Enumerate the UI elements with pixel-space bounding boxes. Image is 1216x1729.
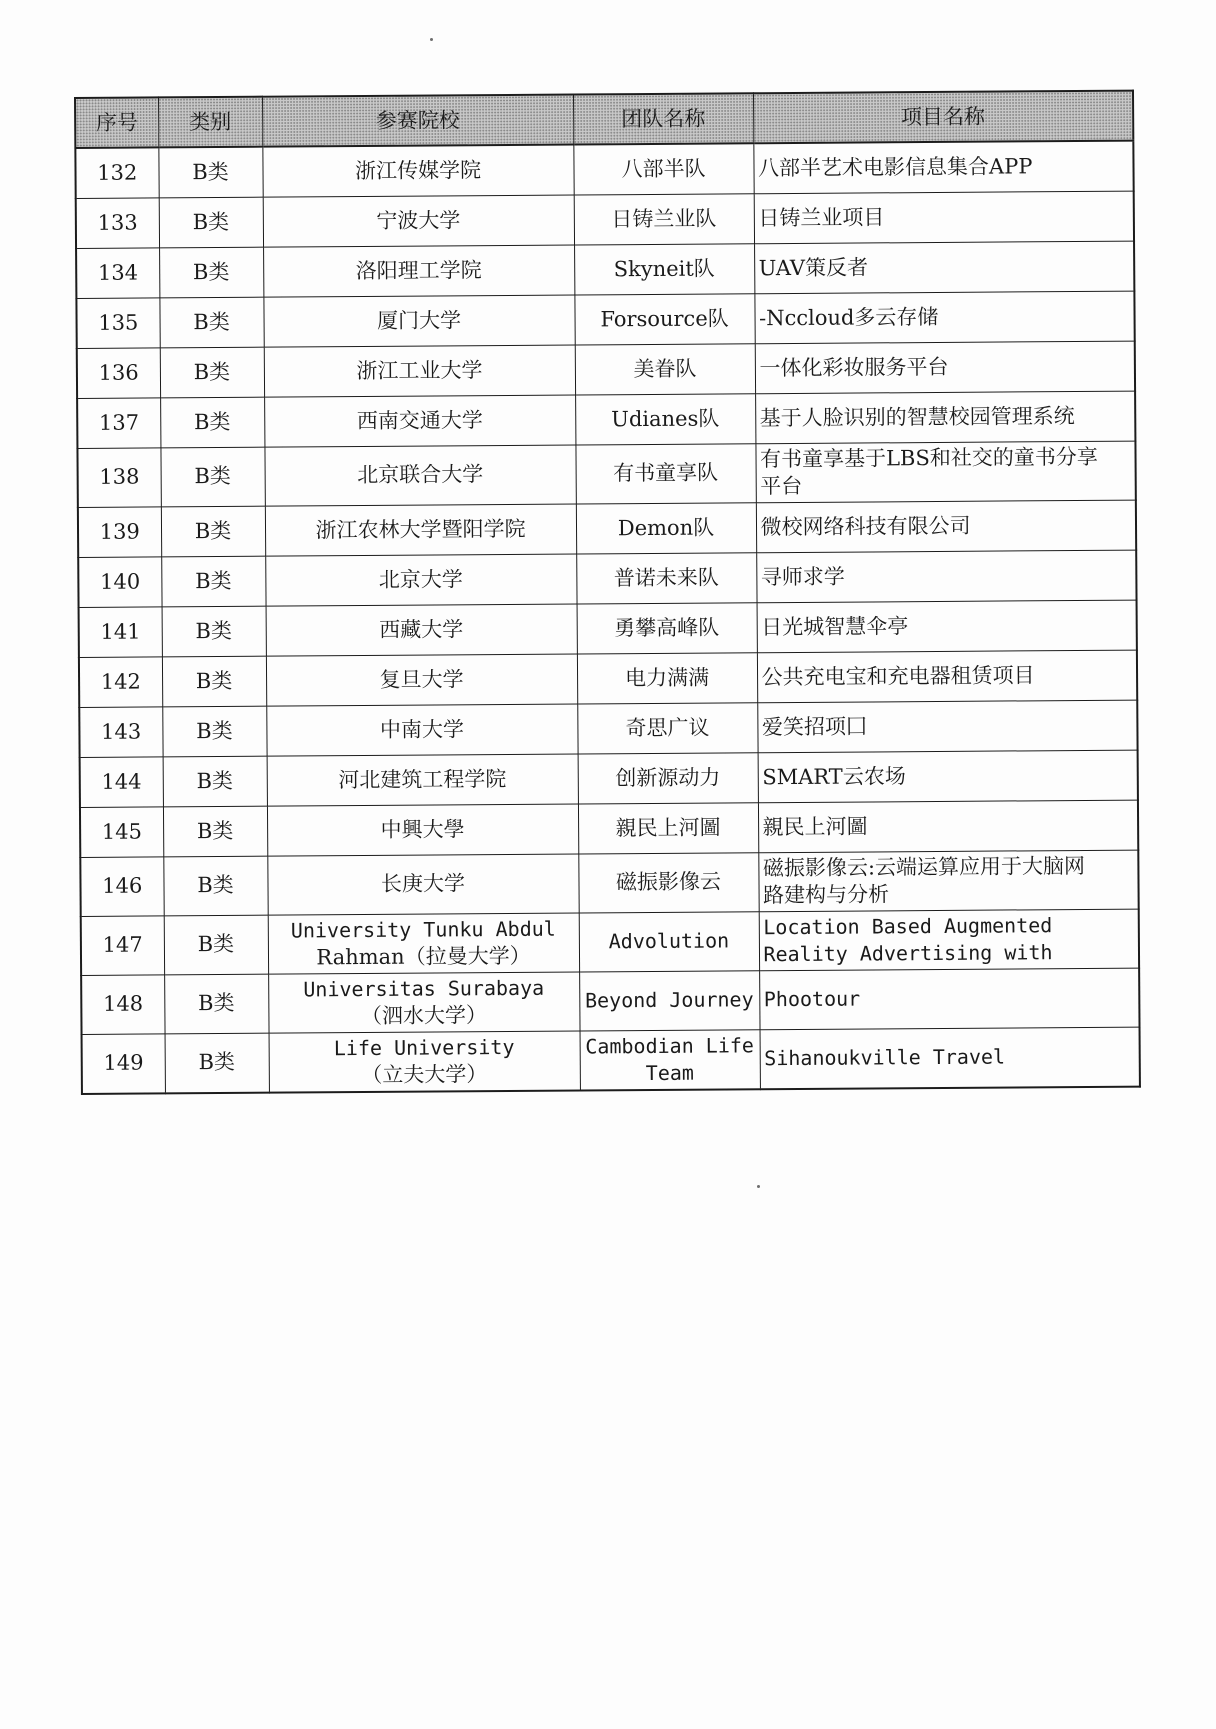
cell-category: B类 — [163, 756, 267, 807]
table-row — [76, 241, 1134, 298]
cell-school-line: 河北建筑工程学院 — [338, 766, 507, 792]
cell-project-name — [757, 600, 1137, 653]
table-row — [79, 650, 1137, 707]
cell-category: B类 — [162, 656, 266, 707]
table-row — [81, 909, 1139, 975]
cell-project-name-line: Phootour — [763, 986, 861, 1012]
cell-team-name-line: Udianes队 — [611, 406, 720, 431]
cell-project-name-line: 微校网络科技有限公司 — [760, 513, 971, 539]
cell-category: B类 — [161, 506, 265, 557]
cell-serial-no: 149 — [82, 1033, 165, 1093]
cell-serial-no: 133 — [76, 197, 159, 248]
cell-project-name-line: 寻师求学 — [760, 564, 845, 589]
cell-serial-no: 147 — [81, 915, 164, 975]
cell-category: B类 — [160, 447, 264, 507]
header-serial-no: 序号 — [75, 97, 158, 148]
cell-project-name — [756, 500, 1136, 553]
cell-project-name — [757, 650, 1137, 703]
cell-school — [262, 145, 573, 197]
table-header — [75, 91, 1133, 148]
cell-team-name — [575, 343, 755, 394]
cell-project-name-line: 有书童享基于LBS和社交的童书分享 — [759, 444, 1098, 471]
roster-table — [74, 90, 1141, 1095]
cell-school-line: 浙江农林大学暨阳学院 — [315, 516, 526, 542]
cell-project-name-line: Sihanoukville Travel — [764, 1044, 1006, 1071]
cell-school-line: 长庚大学 — [380, 871, 466, 896]
header-category: 类别 — [158, 97, 262, 148]
table-row — [76, 291, 1134, 348]
cell-school-line: 浙江工业大学 — [356, 357, 483, 383]
cell-team-name-line: 创新源动力 — [615, 765, 721, 790]
cell-team-name-line: 有书童享队 — [613, 460, 719, 486]
header-row — [75, 91, 1133, 148]
cell-project-name — [757, 700, 1137, 753]
cell-project-name-line: UAV策反者 — [758, 254, 869, 280]
cell-school — [269, 1030, 580, 1092]
cell-team-name-line: 美眷队 — [633, 356, 697, 381]
cell-team-name — [576, 552, 756, 603]
cell-category: B类 — [161, 556, 265, 607]
cell-school-line: 西南交通大学 — [356, 407, 483, 433]
table-row — [78, 550, 1136, 607]
cell-project-name-line: 路建构与分析 — [763, 881, 890, 907]
cell-project-name-line: 親民上河圖 — [762, 813, 868, 839]
cell-school — [267, 754, 578, 806]
cell-team-name — [576, 502, 756, 553]
cell-school-line: 西藏大学 — [379, 616, 464, 642]
cell-school — [267, 803, 578, 855]
cell-project-name — [758, 800, 1138, 853]
cell-team-name — [579, 970, 759, 1030]
cell-team-name-line: 磁振影像云 — [615, 869, 722, 895]
cell-school-line: 中興大學 — [380, 816, 465, 842]
cell-school — [268, 912, 579, 973]
cell-team-name-line: Team — [645, 1060, 694, 1085]
cell-project-name — [755, 391, 1135, 444]
cell-category: B类 — [162, 706, 266, 757]
table-row — [79, 600, 1137, 657]
scan-speck — [430, 38, 433, 41]
cell-project-name-line: -Nccloud多云存储 — [758, 304, 939, 330]
table-body — [75, 141, 1140, 1094]
cell-category: B类 — [162, 606, 266, 657]
cell-school-line: 宁波大学 — [376, 207, 461, 233]
table-row — [81, 968, 1139, 1034]
cell-project-name-line: Location Based Augmented — [763, 912, 1053, 939]
cell-serial-no: 136 — [77, 347, 160, 398]
cell-school — [266, 704, 577, 756]
cell-school — [263, 295, 574, 347]
cell-school-line: 中南大学 — [379, 716, 465, 742]
cell-category: B类 — [163, 856, 267, 916]
cell-project-name-line: 磁振影像云:云端运算应用于大脑网 — [762, 853, 1086, 880]
header-team-name: 团队名称 — [573, 93, 753, 144]
cell-school-line: Rahman（拉曼大学） — [316, 943, 531, 969]
cell-category: B类 — [164, 974, 268, 1034]
cell-project-name-line: SMART云农场 — [762, 763, 906, 789]
table-row — [76, 191, 1134, 248]
cell-school-line: 浙江传媒学院 — [354, 157, 482, 183]
cell-serial-no: 137 — [77, 397, 160, 448]
cell-project-name-line: 平台 — [760, 473, 803, 498]
table-row — [78, 500, 1136, 557]
cell-project-name — [754, 191, 1134, 244]
table-row — [77, 341, 1135, 398]
cell-project-name — [753, 141, 1133, 194]
cell-team-name-line: 親民上河圖 — [615, 815, 721, 840]
cell-project-name-line: 日光城智慧伞亭 — [761, 613, 909, 639]
cell-team-name — [578, 752, 758, 803]
cell-project-name — [758, 850, 1138, 912]
cell-project-name-line: 一体化彩妆服务平台 — [759, 354, 949, 380]
cell-school-line: 北京大学 — [378, 566, 463, 592]
cell-serial-no: 135 — [76, 297, 159, 348]
cell-serial-no: 144 — [80, 756, 163, 807]
cell-school — [267, 853, 578, 914]
cell-team-name — [577, 702, 757, 753]
cell-project-name-line: 公共充电宝和充电器租赁项目 — [761, 662, 1035, 689]
cell-serial-no: 139 — [78, 506, 161, 557]
cell-category: B类 — [165, 1033, 269, 1093]
cell-category: B类 — [164, 915, 268, 975]
cell-team-name-line: Forsource队 — [600, 305, 729, 331]
cell-team-name — [575, 393, 755, 444]
cell-school — [263, 195, 574, 247]
table-row — [77, 441, 1135, 507]
cell-project-name-line: 基于人脸识别的智慧校园管理系统 — [759, 403, 1075, 430]
cell-team-name — [575, 443, 755, 503]
cell-school-line: Universitas Surabaya — [303, 975, 545, 1001]
cell-project-name — [754, 241, 1134, 294]
cell-team-name — [578, 852, 758, 912]
cell-team-name — [579, 911, 759, 971]
cell-school-line: Life University — [333, 1034, 515, 1060]
scan-speck — [757, 1185, 760, 1188]
cell-school — [264, 345, 575, 397]
cell-project-name — [759, 968, 1139, 1030]
cell-project-name — [760, 1027, 1140, 1089]
table-row — [80, 750, 1138, 807]
table-row — [79, 700, 1137, 757]
cell-project-name — [759, 909, 1139, 971]
cell-serial-no: 138 — [77, 447, 160, 507]
cell-category: B类 — [163, 806, 267, 857]
cell-serial-no: 142 — [79, 656, 162, 707]
cell-school — [266, 654, 577, 706]
roster-sheet — [74, 90, 1139, 1095]
cell-project-name — [755, 341, 1135, 394]
cell-project-name-line: Reality Advertising with — [763, 939, 1053, 966]
cell-serial-no: 143 — [79, 706, 162, 757]
cell-serial-no: 134 — [76, 247, 159, 298]
cell-project-name-line: 八部半艺术电影信息集合APP — [757, 154, 1033, 180]
cell-serial-no: 132 — [75, 147, 158, 198]
cell-category: B类 — [160, 397, 264, 448]
cell-team-name-line: 奇思广议 — [625, 715, 710, 740]
header-school: 参赛院校 — [262, 95, 573, 147]
cell-team-name — [574, 293, 754, 344]
cell-team-name — [578, 802, 758, 853]
cell-team-name-line: 普诺未来队 — [613, 565, 719, 590]
cell-team-name-line: 日铸兰业队 — [611, 206, 717, 231]
table-row — [80, 850, 1138, 916]
cell-school — [264, 395, 575, 447]
cell-school-line: 厦门大学 — [376, 307, 462, 333]
cell-team-name-line: 电力满满 — [624, 665, 710, 690]
cell-school — [265, 554, 576, 606]
cell-school — [268, 971, 579, 1032]
cell-team-name-line: 勇攀高峰队 — [614, 615, 720, 640]
cell-school-line: University Tunku Abdul — [290, 916, 556, 943]
cell-category: B类 — [159, 297, 263, 348]
cell-team-name — [577, 602, 757, 653]
cell-school — [264, 445, 575, 506]
cell-team-name-line: Cambodian Life — [585, 1032, 754, 1058]
cell-team-name-line: Beyond Journey — [584, 987, 754, 1013]
cell-team-name-line: Advolution — [608, 928, 730, 954]
cell-team-name-line: Demon队 — [617, 515, 715, 540]
cell-serial-no: 146 — [80, 856, 163, 916]
cell-category: B类 — [159, 247, 263, 298]
cell-project-name — [754, 291, 1134, 344]
cell-school-line: 北京联合大学 — [357, 462, 484, 488]
cell-project-name — [758, 750, 1138, 803]
cell-serial-no: 140 — [78, 556, 161, 607]
cell-serial-no: 148 — [81, 974, 164, 1034]
cell-project-name — [755, 441, 1135, 503]
cell-team-name — [574, 193, 754, 244]
table-row — [75, 141, 1133, 198]
cell-project-name-line: 日铸兰业项目 — [758, 204, 885, 230]
cell-team-name — [573, 143, 753, 194]
cell-team-name-line: Skyneit队 — [613, 256, 715, 281]
cell-school — [266, 604, 577, 656]
cell-school-line: （泗水大学） — [360, 1002, 488, 1028]
header-project-name: 项目名称 — [753, 91, 1133, 144]
cell-school — [265, 504, 576, 556]
cell-school-line: 洛阳理工学院 — [355, 257, 482, 283]
cell-serial-no: 141 — [79, 606, 162, 657]
table-row — [77, 391, 1135, 448]
cell-category: B类 — [159, 197, 263, 248]
cell-school — [263, 245, 574, 297]
table-row — [80, 800, 1138, 857]
cell-team-name — [580, 1029, 760, 1090]
cell-team-name-line: 八部半队 — [621, 156, 706, 181]
cell-category: B类 — [160, 347, 264, 398]
cell-team-name — [577, 652, 757, 703]
cell-team-name — [574, 243, 754, 294]
table-row — [82, 1027, 1140, 1094]
cell-category: B类 — [158, 147, 262, 198]
cell-project-name-line: 爱笑招项囗 — [761, 713, 867, 739]
cell-school-line: （立夫大学） — [361, 1061, 488, 1087]
cell-project-name — [756, 550, 1136, 603]
cell-serial-no: 145 — [80, 806, 163, 857]
cell-school-line: 复旦大学 — [379, 666, 464, 692]
